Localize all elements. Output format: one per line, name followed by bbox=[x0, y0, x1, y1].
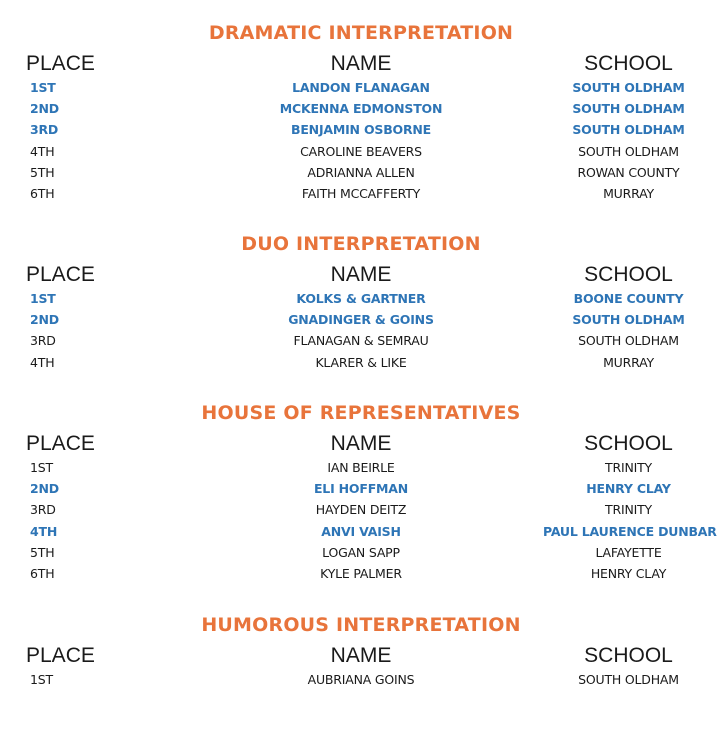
name-cell: BENJAMIN OSBORNE bbox=[291, 122, 431, 138]
place-cell: 2ND bbox=[30, 481, 59, 497]
place-cell: 2ND bbox=[30, 312, 59, 328]
result-row bbox=[0, 144, 722, 165]
result-row bbox=[0, 101, 722, 122]
name-cell: FLANAGAN & SEMRAU bbox=[293, 333, 429, 349]
result-row bbox=[0, 502, 722, 523]
place-header: PLACE bbox=[26, 644, 95, 667]
result-row bbox=[0, 460, 722, 481]
place-cell: 2ND bbox=[30, 101, 59, 117]
school-cell: ROWAN COUNTY bbox=[577, 164, 680, 180]
section-title: DUO INTERPRETATION bbox=[241, 233, 481, 255]
school-cell: SOUTH OLDHAM bbox=[572, 122, 685, 138]
school-cell: BOONE COUNTY bbox=[573, 291, 684, 306]
school-cell: SOUTH OLDHAM bbox=[572, 312, 685, 328]
place-cell: 6TH bbox=[30, 566, 55, 581]
place-cell: 5TH bbox=[30, 544, 55, 560]
name-cell: CAROLINE BEAVERS bbox=[300, 143, 422, 159]
name-cell: AUBRIANA GOINS bbox=[307, 672, 415, 687]
result-row bbox=[0, 80, 722, 101]
result-row bbox=[0, 545, 722, 566]
place-header: PLACE bbox=[26, 263, 95, 286]
result-row bbox=[0, 186, 722, 207]
name-cell: ELI HOFFMAN bbox=[313, 481, 409, 497]
school-cell: SOUTH OLDHAM bbox=[572, 101, 685, 117]
result-row bbox=[0, 291, 722, 312]
school-cell: SOUTH OLDHAM bbox=[578, 333, 679, 349]
name-cell: ANVI VAISH bbox=[321, 523, 401, 539]
result-row bbox=[0, 672, 722, 693]
name-cell: GNADINGER & GOINS bbox=[288, 312, 434, 328]
result-row bbox=[0, 165, 722, 186]
name-cell: KOLKS & GARTNER bbox=[296, 291, 426, 306]
result-row bbox=[0, 122, 722, 143]
school-cell: HENRY CLAY bbox=[590, 566, 667, 581]
name-cell: ADRIANNA ALLEN bbox=[307, 164, 415, 180]
place-cell: 5TH bbox=[30, 164, 55, 180]
name-cell: LANDON FLANAGAN bbox=[292, 80, 430, 95]
place-cell: 1ST bbox=[30, 291, 56, 306]
place-cell: 1ST bbox=[30, 460, 53, 475]
school-cell: SOUTH OLDHAM bbox=[578, 143, 679, 159]
name-cell: FAITH MCCAFFERTY bbox=[301, 186, 421, 201]
place-cell: 3RD bbox=[30, 333, 56, 349]
place-cell: 3RD bbox=[30, 502, 56, 518]
result-row bbox=[0, 524, 722, 545]
place-header: PLACE bbox=[26, 432, 95, 455]
school-header: SCHOOL bbox=[584, 432, 673, 455]
school-cell: LAFAYETTE bbox=[595, 544, 662, 560]
name-header: NAME bbox=[330, 644, 392, 667]
place-cell: 3RD bbox=[30, 122, 59, 138]
school-cell: SOUTH OLDHAM bbox=[578, 672, 679, 687]
result-row bbox=[0, 312, 722, 333]
name-header: NAME bbox=[330, 52, 392, 75]
school-cell: TRINITY bbox=[605, 460, 652, 475]
result-row bbox=[0, 355, 722, 376]
name-cell: IAN BEIRLE bbox=[327, 460, 395, 475]
school-header: SCHOOL bbox=[584, 644, 673, 667]
name-cell: HAYDEN DEITZ bbox=[315, 502, 407, 518]
school-cell: MURRAY bbox=[603, 354, 654, 370]
school-header: SCHOOL bbox=[584, 263, 673, 286]
section-title: DRAMATIC INTERPRETATION bbox=[208, 22, 514, 44]
name-cell: MCKENNA EDMONSTON bbox=[279, 101, 443, 117]
name-header: NAME bbox=[330, 432, 392, 455]
section-title: HUMOROUS INTERPRETATION bbox=[201, 614, 521, 636]
school-cell: TRINITY bbox=[605, 502, 652, 518]
name-cell: KLARER & LIKE bbox=[315, 354, 407, 370]
place-cell: 4TH bbox=[30, 523, 58, 539]
result-row bbox=[0, 566, 722, 587]
section-title: HOUSE OF REPRESENTATIVES bbox=[201, 402, 521, 424]
result-row bbox=[0, 333, 722, 354]
school-cell: MURRAY bbox=[603, 186, 654, 201]
school-cell: HENRY CLAY bbox=[586, 481, 671, 497]
name-cell: KYLE PALMER bbox=[320, 566, 402, 581]
place-cell: 1ST bbox=[30, 672, 53, 687]
name-header: NAME bbox=[330, 263, 392, 286]
place-cell: 6TH bbox=[30, 186, 55, 201]
school-header: SCHOOL bbox=[584, 52, 673, 75]
place-cell: 4TH bbox=[30, 143, 55, 159]
result-row bbox=[0, 481, 722, 502]
name-cell: LOGAN SAPP bbox=[322, 544, 400, 560]
place-cell: 4TH bbox=[30, 354, 55, 370]
place-header: PLACE bbox=[26, 52, 95, 75]
school-cell: SOUTH OLDHAM bbox=[572, 80, 685, 95]
school-cell: PAUL LAURENCE DUNBAR bbox=[543, 523, 717, 539]
place-cell: 1ST bbox=[30, 80, 56, 95]
